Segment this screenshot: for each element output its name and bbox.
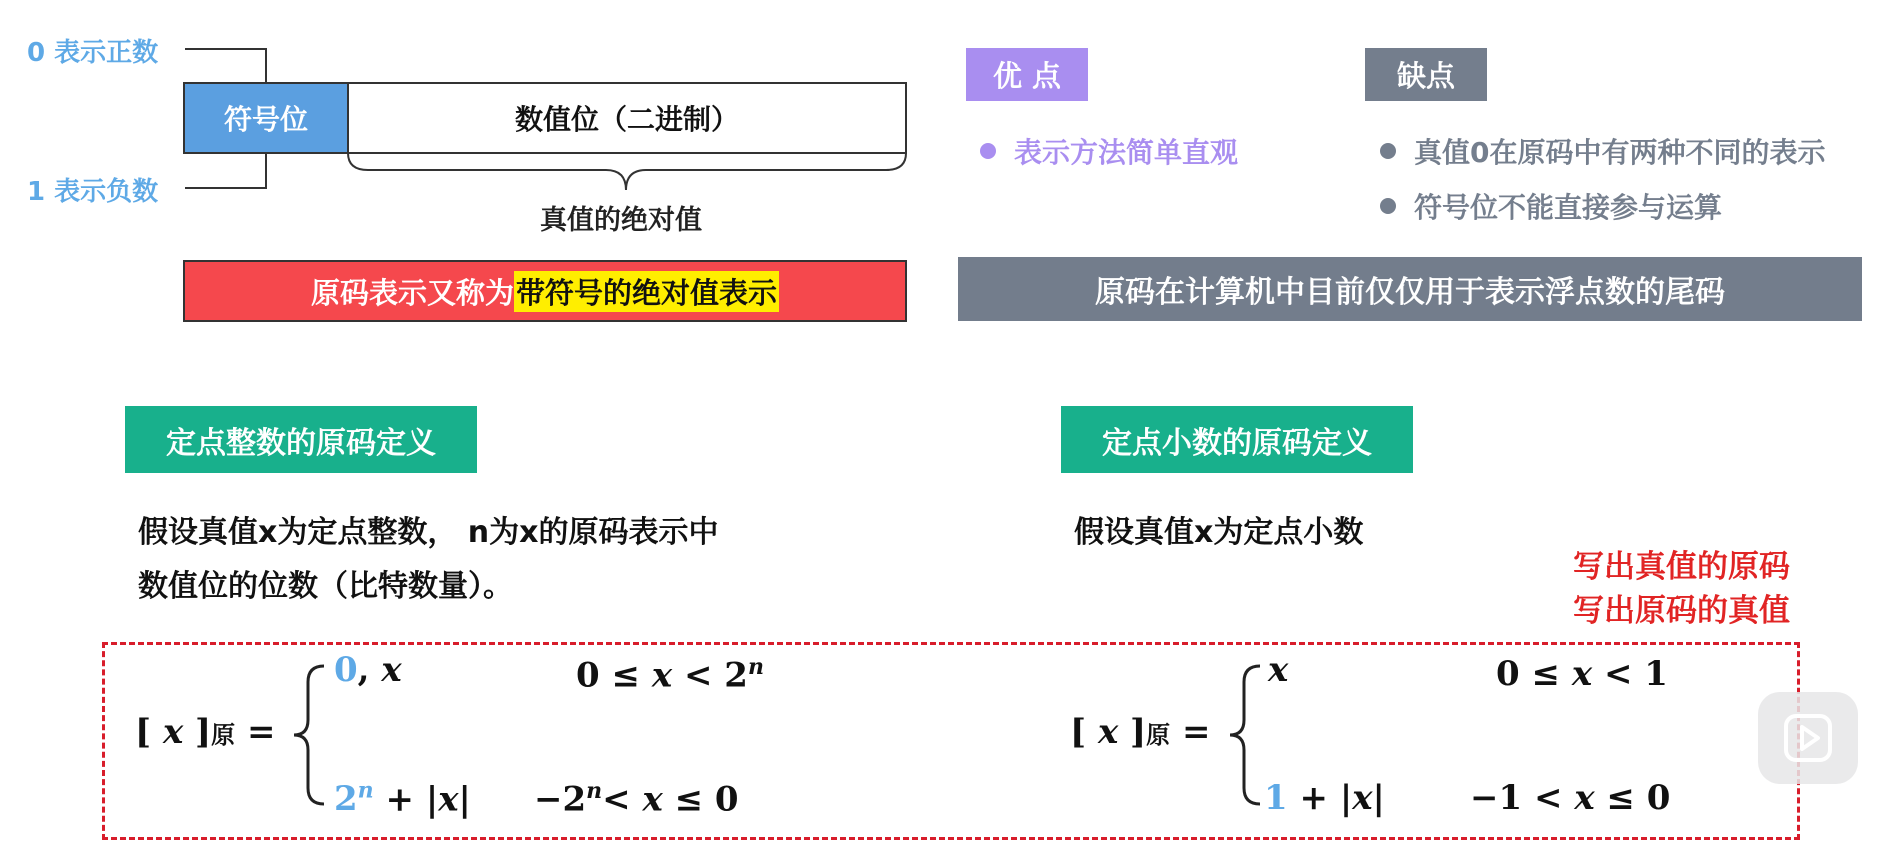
left-brace-icon — [1226, 660, 1266, 810]
sign-magnitude-banner — [183, 260, 907, 322]
brace-label: 真值的绝对值 — [540, 205, 702, 236]
pros-tag: 优 点 — [966, 48, 1088, 101]
fraction-formula-lhs: [ x ]原 = — [1070, 712, 1211, 752]
integer-case-positive-range: $0 \le x < 2^n$ — [576, 654, 764, 696]
integer-definition-tag: 定点整数的原码定义 — [125, 406, 477, 473]
play-button[interactable] — [1758, 692, 1858, 784]
bullet-dot-icon — [980, 143, 996, 159]
integer-case-negative-value: $2^n + |x|$ — [334, 778, 471, 820]
pros-item — [980, 131, 1238, 171]
bullet-dot-icon — [1380, 198, 1396, 214]
pros-item-text: 表示方法简单直观 — [1014, 136, 1239, 169]
value-bits-box: 数值位（二进制） — [349, 82, 907, 154]
banner-plain-text: 原码表示又称为 — [310, 275, 514, 310]
red-annotation — [1500, 545, 1790, 633]
integer-definition-text — [138, 506, 719, 614]
fraction-case-positive-range: 0 ≤ x < 1 — [1496, 654, 1668, 694]
cons-item-text: 符号位不能直接参与运算 — [1414, 191, 1723, 224]
integer-formula-lhs: [ x ]原 = — [135, 712, 276, 752]
integer-definition-line: 数值位的位数（比特数量）。 — [138, 569, 513, 604]
fraction-case-positive-value: x — [1268, 650, 1289, 690]
usage-banner: 原码在计算机中目前仅仅用于表示浮点数的尾码 — [958, 257, 1862, 321]
left-brace-icon — [290, 660, 330, 810]
cons-item-text: 真值0在原码中有两种不同的表示 — [1414, 136, 1826, 169]
positive-note: 0 表示正数 — [27, 38, 159, 68]
red-annotation-line: 写出原码的真值 — [1573, 593, 1790, 629]
cons-tag: 缺点 — [1365, 48, 1487, 101]
integer-case-positive-value: 0, x — [334, 650, 402, 690]
integer-case-negative-range: $-2^n< x \le 0$ — [534, 778, 739, 820]
red-annotation-line: 写出真值的原码 — [1573, 549, 1790, 585]
fraction-definition-text: 假设真值x为定点小数 — [1074, 515, 1364, 550]
cons-item — [1380, 186, 1722, 226]
banner-highlight-text: 带符号的绝对值表示 — [514, 271, 779, 312]
play-icon — [1782, 712, 1834, 764]
cons-item — [1380, 131, 1825, 171]
fraction-case-negative-range: −1 < x ≤ 0 — [1470, 778, 1671, 818]
subscript-label: 原 — [211, 721, 236, 749]
sign-bit-box: 符号位 — [183, 82, 349, 154]
integer-definition-line: 假设真值x为定点整数， n为x的原码表示中 — [138, 515, 719, 550]
fraction-definition-tag: 定点小数的原码定义 — [1061, 406, 1413, 473]
negative-note: 1 表示负数 — [27, 177, 159, 207]
subscript-label: 原 — [1146, 721, 1171, 749]
fraction-case-negative-value: 1 + |x| — [1264, 778, 1385, 818]
bullet-dot-icon — [1380, 143, 1396, 159]
